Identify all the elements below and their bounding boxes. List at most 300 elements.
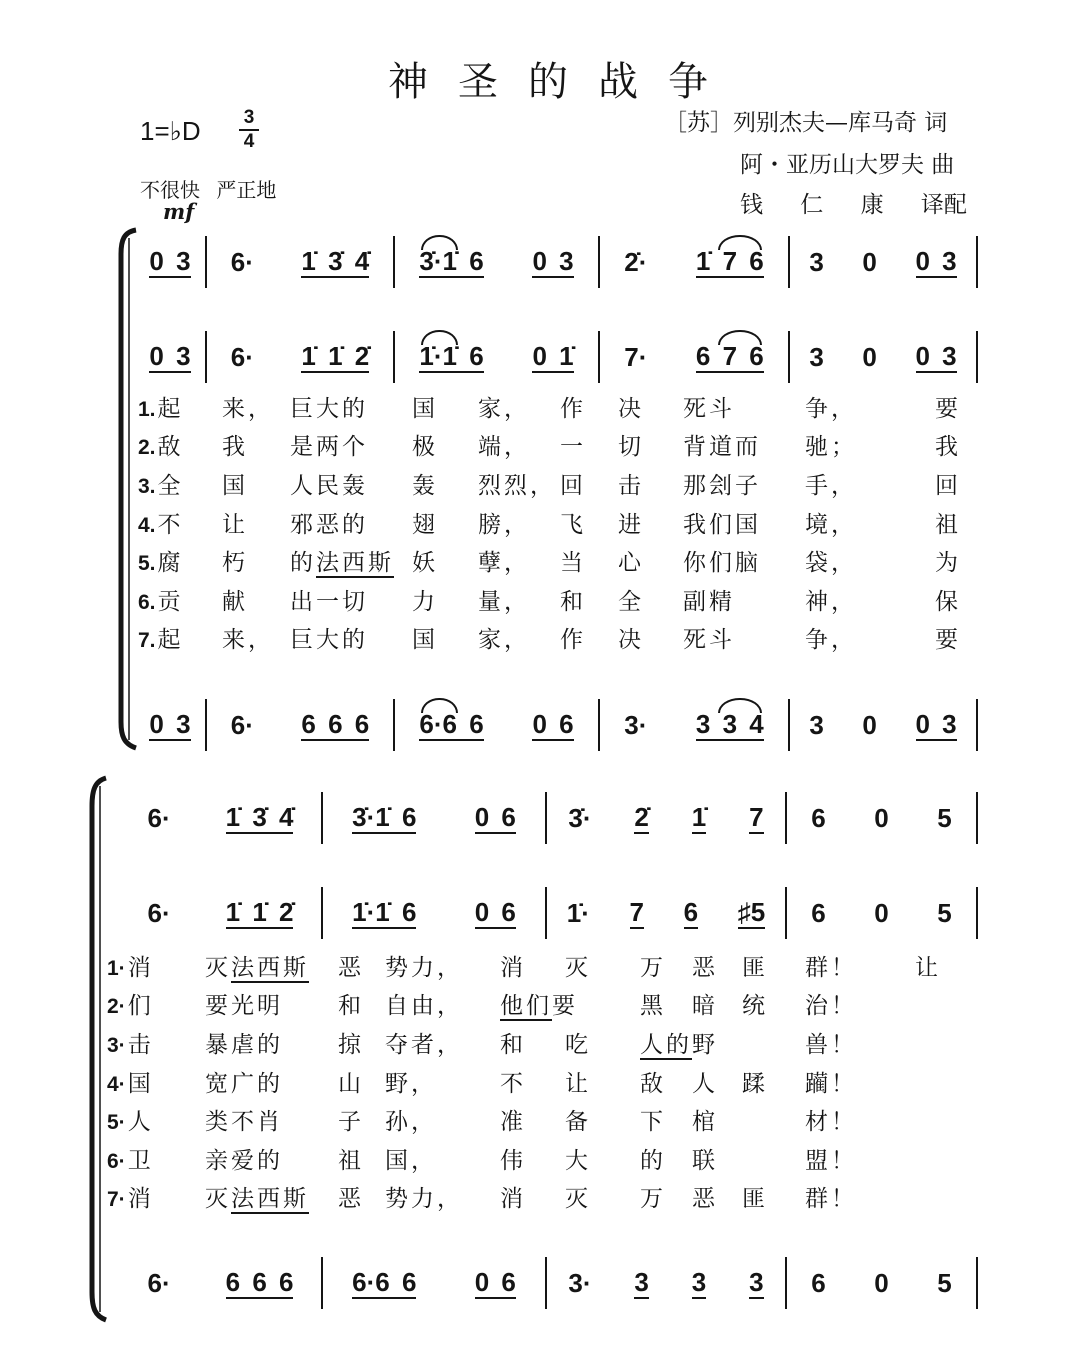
- lyric-cell: [385, 1180, 500, 1213]
- note-group: 6·: [230, 247, 254, 277]
- lyric-text: 为: [935, 550, 961, 577]
- note-group: 3: [809, 342, 824, 372]
- lyric-cell: [500, 949, 565, 982]
- lyric-text: 敌: [157, 434, 184, 461]
- note-group: 0 6: [474, 897, 516, 927]
- lyric-text: 轰: [412, 472, 438, 499]
- measure-2: [323, 1257, 547, 1309]
- lyric-cell: [692, 987, 742, 1020]
- lyric-cell: [138, 390, 222, 423]
- lyric-cell: [107, 1103, 205, 1136]
- lyric-cell: [205, 987, 338, 1020]
- lyric-cell: [805, 1103, 915, 1136]
- lyric-cell: [640, 987, 692, 1020]
- note-group: 3: [691, 1267, 707, 1297]
- lyric-text: 来，: [222, 627, 274, 654]
- note-group: 6·: [147, 1268, 171, 1298]
- lyric-cell: [138, 621, 222, 654]
- lyric-cell: [805, 949, 915, 982]
- key-signature: 1=♭D: [140, 116, 201, 146]
- lyric-text: 击: [618, 472, 644, 499]
- lyric-cell: [107, 1065, 205, 1098]
- lyric-text: 棺: [692, 1109, 718, 1136]
- note-group: 1̇ 7 6: [695, 246, 764, 276]
- lyric-cell: [618, 428, 683, 461]
- note-group: 1̇ 3̇ 4̇: [225, 802, 294, 832]
- lyric-cell: [205, 1065, 338, 1098]
- composer-credit: 阿・亚历山大罗夫 曲: [740, 152, 955, 178]
- lyric-cell: [692, 1065, 742, 1098]
- verse-number: 4.: [138, 513, 156, 537]
- lyric-text: 那刽子: [683, 472, 761, 499]
- lyric-text: 孽，: [478, 550, 530, 577]
- dynamic-marking: mf: [163, 199, 195, 224]
- lyric-text: 人: [127, 1109, 154, 1136]
- note-group: 6·: [147, 803, 171, 833]
- lyric-text: 备: [565, 1109, 591, 1136]
- verse-number: 7·: [107, 1188, 126, 1212]
- lyric-cell: [640, 1142, 692, 1175]
- lyric-text: 亲爱的: [205, 1147, 283, 1174]
- lyric-text: 国: [222, 472, 248, 499]
- lyric-cell: [412, 544, 478, 577]
- lyric-cell: [290, 390, 412, 423]
- lyric-text: 类不肖: [205, 1109, 283, 1136]
- measure-1: [120, 887, 323, 939]
- system-2-voice-3: [120, 1257, 978, 1309]
- verse-line-6: [138, 580, 995, 619]
- lyric-cell: [565, 1065, 640, 1098]
- lyric-text: 量，: [478, 588, 530, 615]
- lyric-cell: [640, 1180, 692, 1213]
- note-group: 6·: [230, 710, 254, 740]
- lyric-cell: [338, 949, 385, 982]
- lyric-cell: [138, 544, 222, 577]
- lyric-cell: [338, 987, 385, 1020]
- lyric-text: 们: [127, 993, 154, 1020]
- note-group: 3: [809, 710, 824, 740]
- lyric-cell: [805, 1180, 915, 1213]
- lyric-underlined-text: 法西斯: [231, 954, 309, 981]
- note-group: 3: [809, 247, 824, 277]
- lyric-underlined-text: 法西斯: [316, 550, 394, 577]
- lyric-cell: [478, 428, 560, 461]
- lyric-text: 暴虐的: [205, 1031, 283, 1058]
- verse-line-3: [107, 1023, 975, 1062]
- lyric-text: 材！: [805, 1109, 857, 1136]
- lyric-cell: [385, 1065, 500, 1098]
- verse-line-1: [138, 387, 995, 426]
- lyric-text: 伟: [500, 1147, 526, 1174]
- lyric-text: 祖: [338, 1147, 364, 1174]
- lyric-text: 消: [127, 1186, 154, 1213]
- lyric-text: 起: [157, 627, 184, 654]
- lyric-cell: [935, 467, 995, 500]
- note-group: 6·: [147, 898, 171, 928]
- note-group: 3̇·1̇ 6: [352, 802, 417, 832]
- measure-4: [787, 887, 978, 939]
- measure-1: [135, 331, 207, 383]
- note-group: 0 6: [474, 1267, 516, 1297]
- lyric-text: 恶: [692, 954, 718, 981]
- measure-5: [790, 699, 978, 751]
- system-1-voice-1: [135, 236, 978, 288]
- lyric-text: 势力，: [385, 1186, 463, 1213]
- lyric-cell: [107, 1026, 205, 1059]
- lyric-cell: [565, 1142, 640, 1175]
- lyric-cell: [478, 467, 560, 500]
- lyric-text: 野: [692, 1031, 718, 1058]
- verse-number: 4·: [107, 1072, 126, 1096]
- translator-credit: 钱 仁 康 译配: [740, 192, 967, 218]
- lyric-cell: [742, 1180, 805, 1213]
- measure-4: [787, 792, 978, 844]
- note-group: 1̇ 1̇ 2̇: [225, 897, 294, 927]
- note-group: 0 3: [915, 246, 957, 276]
- note-group: 6·6 6: [419, 709, 484, 739]
- measure-1: [120, 1257, 323, 1309]
- lyric-underlined-text: 法西斯: [231, 1186, 309, 1213]
- lyric-text: 袋，: [805, 550, 857, 577]
- lyric-cell: [222, 390, 290, 423]
- lyric-text: 统: [742, 993, 768, 1020]
- note-group: 0 6: [532, 709, 574, 739]
- lyric-cell: [385, 1026, 500, 1059]
- lyric-cell: [478, 583, 560, 616]
- lyric-cell: [618, 467, 683, 500]
- lyric-cell: [478, 544, 560, 577]
- lyric-text: 山: [338, 1070, 364, 1097]
- note-group: 0 3: [915, 341, 957, 371]
- lyric-cell: [338, 1103, 385, 1136]
- lyric-cell: [560, 428, 618, 461]
- lyric-cell: [222, 544, 290, 577]
- note-group: 0: [862, 710, 877, 740]
- note-group: 2̇·: [624, 247, 648, 277]
- lyric-text: 势力，: [385, 954, 463, 981]
- lyric-text: 和: [560, 588, 586, 615]
- measure-3: [547, 792, 787, 844]
- lyric-text: 境，: [805, 511, 857, 538]
- verse-number: 7.: [138, 629, 156, 653]
- lyric-text: 要: [935, 627, 961, 654]
- verse-line-1: [107, 946, 975, 985]
- lyric-cell: [805, 583, 935, 616]
- note-group: 0: [862, 342, 877, 372]
- lyric-text: 国: [412, 627, 438, 654]
- note-group: 3: [634, 1267, 649, 1297]
- lyric-text: 孙，: [385, 1109, 437, 1136]
- lyric-text: 卫: [127, 1147, 154, 1174]
- lyric-text: 兽！: [805, 1031, 857, 1058]
- lyric-text: 争，: [805, 395, 857, 422]
- measure-3: [395, 699, 600, 751]
- lyric-cell: [500, 1142, 565, 1175]
- lyric-cell: [805, 428, 935, 461]
- lyric-text: 极: [412, 434, 438, 461]
- song-title: 神圣的战争: [388, 59, 738, 105]
- note-group: 6 6 6: [301, 709, 370, 739]
- lyric-text: 灭: [205, 1186, 231, 1213]
- measure-3: [395, 236, 600, 288]
- lyric-text: 万: [640, 1186, 666, 1213]
- lyric-text: 翅: [412, 511, 438, 538]
- note-group: 6·: [230, 342, 254, 372]
- system-1-voice-3: [135, 699, 978, 751]
- lyric-text: 野，: [385, 1070, 437, 1097]
- verse-number: 1·: [107, 956, 126, 980]
- lyric-text: 来，: [222, 395, 274, 422]
- note-group: 0: [874, 1268, 889, 1298]
- system-1-voice-2: [135, 331, 978, 383]
- lyric-text: 吃: [565, 1031, 591, 1058]
- note-group: 6: [811, 1268, 826, 1298]
- lyric-text: 万: [640, 954, 666, 981]
- lyric-cell: [290, 544, 412, 577]
- verse-line-2: [138, 426, 995, 465]
- measure-2: [323, 792, 547, 844]
- lyric-cell: [565, 949, 640, 982]
- note-group: 0 3: [532, 246, 574, 276]
- verse-line-2: [107, 985, 975, 1024]
- note-group: 1̇ 3̇ 4̇: [301, 246, 370, 276]
- lyric-text: 子: [338, 1109, 364, 1136]
- lyric-text: 大: [565, 1147, 591, 1174]
- lyric-text: 自由，: [385, 993, 463, 1020]
- lyric-text: 让: [565, 1070, 591, 1097]
- note-group: 6·6 6: [352, 1267, 417, 1297]
- lyric-cell: [640, 949, 692, 982]
- lyric-text: 进: [618, 511, 644, 538]
- lyric-cell: [205, 1103, 338, 1136]
- lyric-text: 你们脑: [683, 550, 761, 577]
- lyric-text: 要: [552, 993, 578, 1020]
- lyric-cell: [222, 506, 290, 539]
- lyric-text: 是两个: [290, 434, 368, 461]
- lyric-text: 消: [127, 954, 154, 981]
- lyric-text: 匪: [742, 954, 768, 981]
- lyric-underlined-text: 人的: [640, 1031, 692, 1058]
- note-group: 1̇·: [566, 898, 590, 928]
- lyric-text: 人: [692, 1070, 718, 1097]
- lyric-text: 死斗: [683, 627, 735, 654]
- verse-number: 6.: [138, 590, 156, 614]
- lyric-text: 保: [935, 588, 961, 615]
- lyric-text: 暗: [692, 993, 718, 1020]
- lyric-cell: [412, 506, 478, 539]
- lyric-text: 盟！: [805, 1147, 857, 1174]
- note-group: 6: [683, 897, 699, 927]
- lyric-cell: [692, 1180, 742, 1213]
- verse-number: 3.: [138, 474, 156, 498]
- lyric-text: 和: [338, 993, 364, 1020]
- lyric-cell: [742, 1065, 805, 1098]
- lyric-text: 和: [500, 1031, 526, 1058]
- note-group: 0 1̇: [532, 341, 574, 371]
- lyric-text: 邪恶的: [290, 511, 368, 538]
- verse-line-7: [107, 1178, 975, 1217]
- note-group: 3̇·1̇ 6: [419, 246, 484, 276]
- lyric-text: 击: [127, 1031, 154, 1058]
- lyric-text: 的: [290, 550, 316, 577]
- lyric-text: 祖: [935, 511, 961, 538]
- lyric-text: 不: [500, 1070, 526, 1097]
- measure-4: [600, 699, 790, 751]
- lyric-cell: [618, 583, 683, 616]
- measure-1: [135, 236, 207, 288]
- lyric-text: 让: [915, 954, 941, 981]
- lyric-cell: [290, 621, 412, 654]
- lyric-cell: [385, 949, 500, 982]
- note-group: 0 3: [915, 709, 957, 739]
- measure-2: [323, 887, 547, 939]
- lyric-cell: [692, 1103, 742, 1136]
- lyric-cell: [692, 949, 742, 982]
- lyric-text: 烈烈，: [478, 472, 556, 499]
- measure-1: [135, 699, 207, 751]
- lyric-text: 争，: [805, 627, 857, 654]
- note-group: 3: [749, 1267, 764, 1297]
- lyric-cell: [618, 506, 683, 539]
- lyric-text: 宽广的: [205, 1070, 283, 1097]
- lyric-text: 消: [500, 1186, 526, 1213]
- lyric-cell: [805, 621, 935, 654]
- lyric-text: 国，: [385, 1147, 437, 1174]
- lyric-text: 全: [157, 472, 184, 499]
- lyric-text: 群！: [805, 1186, 857, 1213]
- note-group: 3̇·: [568, 803, 592, 833]
- lyric-text: 决: [618, 627, 644, 654]
- lyric-text: 让: [222, 511, 248, 538]
- verse-line-7: [138, 619, 995, 658]
- lyric-cell: [478, 390, 560, 423]
- lyric-text: 飞: [560, 511, 586, 538]
- lyric-text: 敌: [640, 1070, 666, 1097]
- lyric-text: 灭: [565, 1186, 591, 1213]
- lyric-cell: [385, 1103, 500, 1136]
- lyric-cell: [683, 506, 805, 539]
- lyric-text: 黑: [640, 993, 666, 1020]
- lyric-text: 夺者，: [385, 1031, 463, 1058]
- lyric-text: 献: [222, 588, 248, 615]
- lyric-cell: [640, 1065, 692, 1098]
- measure-3: [395, 331, 600, 383]
- system-2-voice-1: [120, 792, 978, 844]
- lyric-cell: [338, 1180, 385, 1213]
- note-group: 6 7 6: [695, 341, 764, 371]
- note-group: 1̇·1̇ 6: [419, 341, 484, 371]
- lyric-text: 国: [412, 395, 438, 422]
- lyric-cell: [935, 621, 995, 654]
- verse-number: 5·: [107, 1111, 126, 1135]
- lyric-text: 我: [222, 434, 248, 461]
- lyric-cell: [205, 1142, 338, 1175]
- note-group: 0: [874, 898, 889, 928]
- lyric-text: 灭: [565, 954, 591, 981]
- lyric-text: 回: [935, 472, 961, 499]
- lyric-text: 一: [560, 434, 586, 461]
- lyric-cell: [805, 1142, 915, 1175]
- lyric-cell: [222, 428, 290, 461]
- lyric-text: 出一切: [290, 588, 368, 615]
- lyric-cell: [205, 1180, 338, 1213]
- lyric-cell: [478, 621, 560, 654]
- lyric-text: 匪: [742, 1186, 768, 1213]
- lyric-cell: [742, 987, 805, 1020]
- verse-line-4: [138, 503, 995, 542]
- lyric-cell: [805, 987, 915, 1020]
- measure-2: [207, 331, 395, 383]
- lyric-cell: [222, 621, 290, 654]
- lyric-text: 联: [692, 1147, 718, 1174]
- lyric-cell: [683, 544, 805, 577]
- lyric-cell: [138, 506, 222, 539]
- note-group: 0 3: [149, 341, 191, 371]
- lyric-text: 力: [412, 588, 438, 615]
- lyric-cell: [805, 1026, 915, 1059]
- system-2-brace: [92, 778, 106, 1320]
- lyric-cell: [412, 621, 478, 654]
- lyric-text: 的: [640, 1147, 666, 1174]
- lyric-cell: [935, 506, 995, 539]
- measure-2: [207, 699, 395, 751]
- lyric-text: 膀，: [478, 511, 530, 538]
- lyric-cell: [385, 987, 500, 1020]
- lyric-text: 国: [127, 1070, 154, 1097]
- lyric-text: 贡: [157, 588, 184, 615]
- note-group: 6 6 6: [225, 1267, 294, 1297]
- verse-number: 3·: [107, 1033, 126, 1057]
- lyric-cell: [338, 1142, 385, 1175]
- note-group: 6: [811, 803, 826, 833]
- lyric-text: 背道而: [683, 434, 761, 461]
- lyric-text: 手，: [805, 472, 857, 499]
- verse-number: 5.: [138, 552, 156, 576]
- lyric-cell: [205, 1026, 338, 1059]
- lyric-cell: [565, 1026, 640, 1059]
- lyric-text: 恶: [338, 954, 364, 981]
- lyric-cell: [478, 506, 560, 539]
- note-group: 0 6: [474, 802, 516, 832]
- lyric-cell: [683, 583, 805, 616]
- lyric-text: 治！: [805, 993, 857, 1020]
- verse-line-5: [107, 1100, 975, 1139]
- lyric-text: 朽: [222, 550, 248, 577]
- lyric-cell: [290, 506, 412, 539]
- system-2-lyrics: [107, 946, 975, 1216]
- lyric-cell: [805, 1065, 915, 1098]
- lyric-cell: [805, 467, 935, 500]
- lyric-text: 驰；: [805, 434, 857, 461]
- lyric-text: 作: [560, 395, 586, 422]
- lyric-cell: [805, 544, 935, 577]
- note-group: 1̇·1̇ 6: [352, 897, 417, 927]
- measure-3: [547, 887, 787, 939]
- lyric-cell: [560, 583, 618, 616]
- lyric-cell: [560, 621, 618, 654]
- lyric-cell: [107, 987, 205, 1020]
- note-group: 5: [937, 898, 952, 928]
- lyric-cell: [500, 987, 578, 1020]
- lyric-cell: [500, 1065, 565, 1098]
- lyric-text: 切: [618, 434, 644, 461]
- lyric-text: 恶: [692, 1186, 718, 1213]
- measure-1: [120, 792, 323, 844]
- lyric-cell: [560, 467, 618, 500]
- note-group: 0 3: [149, 246, 191, 276]
- system-1-brace: [121, 230, 136, 748]
- verse-line-6: [107, 1139, 975, 1178]
